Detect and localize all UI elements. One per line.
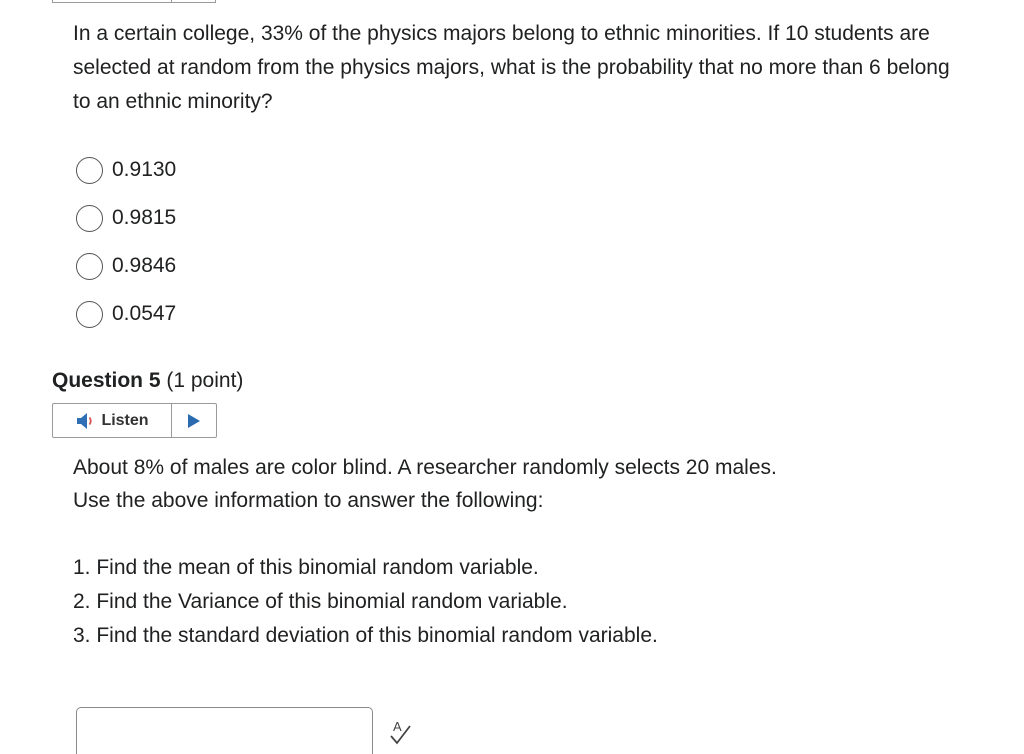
- radio-button[interactable]: [76, 301, 103, 328]
- option-2[interactable]: [76, 194, 176, 242]
- question-points: (1 point): [166, 369, 244, 392]
- option-label: 0.9846: [112, 254, 177, 277]
- listen-control: [52, 403, 217, 438]
- question-5-line: About 8% of males are color blind. A researcher randomly selects 20 males.: [73, 456, 777, 479]
- radio-button[interactable]: [76, 205, 103, 232]
- question-4-text: In a certain college, 33% of the physics majors belong to ethnic minorities. If 10 students are selected at random from the physics majors, what is the probability that no more than 6 belong to an ethnic minority?: [73, 22, 950, 113]
- spellcheck-icon[interactable]: [389, 718, 413, 746]
- question-5-line: Use the above information to answer the following:: [73, 489, 544, 512]
- play-icon: [187, 413, 201, 429]
- speaker-icon: [75, 412, 97, 430]
- question-5-list: [73, 551, 658, 653]
- option-label: 0.9130: [112, 158, 177, 181]
- list-item: 1. Find the mean of this binomial random variable.: [73, 556, 539, 579]
- listen-button[interactable]: [53, 404, 172, 437]
- list-item: 2. Find the Variance of this binomial random variable.: [73, 590, 568, 613]
- question-5-header: [52, 364, 243, 398]
- radio-button[interactable]: [76, 157, 103, 184]
- play-button[interactable]: [172, 404, 216, 437]
- listen-label: Listen: [101, 411, 149, 429]
- option-3[interactable]: [76, 242, 176, 290]
- previous-listen-control: [52, 0, 216, 3]
- question-5-text: [73, 451, 953, 517]
- list-item: 3. Find the standard deviation of this binomial random variable.: [73, 624, 658, 647]
- radio-button[interactable]: [76, 253, 103, 280]
- question-title: Question 5: [52, 369, 161, 392]
- svg-text:A: A: [393, 719, 402, 734]
- option-4[interactable]: [76, 290, 176, 338]
- option-1[interactable]: [76, 146, 176, 194]
- option-label: 0.0547: [112, 302, 177, 325]
- option-label: 0.9815: [112, 206, 177, 229]
- question-4-options: [76, 146, 176, 338]
- answer-input[interactable]: [76, 707, 373, 754]
